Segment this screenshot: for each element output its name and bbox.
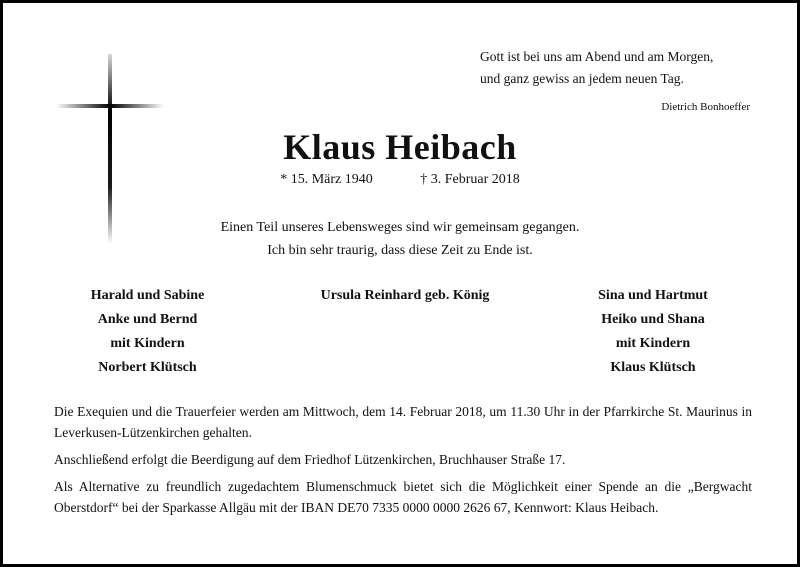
mourner-line: Norbert Klütsch [98, 360, 197, 375]
motto [0, 216, 800, 262]
birth-date: * 15. März 1940 [280, 172, 373, 187]
quote-line-2: und ganz gewiss an jedem neuen Tag. [480, 71, 684, 86]
death-date: † 3. Februar 2018 [420, 172, 520, 187]
burial-paragraph: Anschließend erfolgt die Beerdigung auf dem Friedhof Lützenkirchen, Bruchhauser Straße 17. [54, 452, 566, 467]
motto-line-2: Ich bin sehr traurig, dass diese Zeit zu Ende ist. [267, 243, 533, 258]
life-dates [0, 172, 800, 188]
mourner-line: Heiko und Shana [601, 312, 705, 327]
mourner-line: mit Kindern [110, 336, 185, 351]
mourner-line: Klaus Klütsch [610, 360, 696, 375]
quote-author: Dietrich Bonhoeffer [661, 101, 750, 113]
mourners-left [80, 284, 215, 380]
mourner-line: Ursula Reinhard geb. König [320, 288, 490, 303]
notice-text [54, 401, 752, 524]
bonhoeffer-quote [480, 46, 750, 118]
donation-paragraph: Als Alternative zu freundlich zugedachtem Blumenschmuck bietet sich die Möglichkeit einer Spende an die „Bergwacht Oberstdorf“ bei der Sparkasse Allgäu mit der IBAN DE70 7335 0000 0000 2626 67, Kennwort: Klaus Heibach. [54, 479, 752, 515]
funeral-service-paragraph: Die Exequien und die Trauerfeier werden am Mittwoch, dem 14. Februar 2018, um 11.30 Uhr in der Pfarrkirche St. Maurinus in Leverkusen-Lützenkirchen gehalten. [54, 404, 752, 440]
deceased-name: Klaus Heibach [283, 127, 517, 167]
motto-line-1: Einen Teil unseres Lebensweges sind wir gemeinsam gegangen. [220, 220, 580, 235]
mourner-line: mit Kindern [615, 336, 691, 351]
quote-line-1: Gott ist bei uns am Abend und am Morgen, [480, 49, 714, 64]
mourner-line: Sina und Hartmut [598, 288, 708, 303]
mourner-line: Anke und Bernd [97, 312, 198, 327]
mourner-line: Harald und Sabine [90, 288, 205, 303]
mourners-middle [300, 284, 510, 308]
mourners-right [583, 284, 723, 380]
